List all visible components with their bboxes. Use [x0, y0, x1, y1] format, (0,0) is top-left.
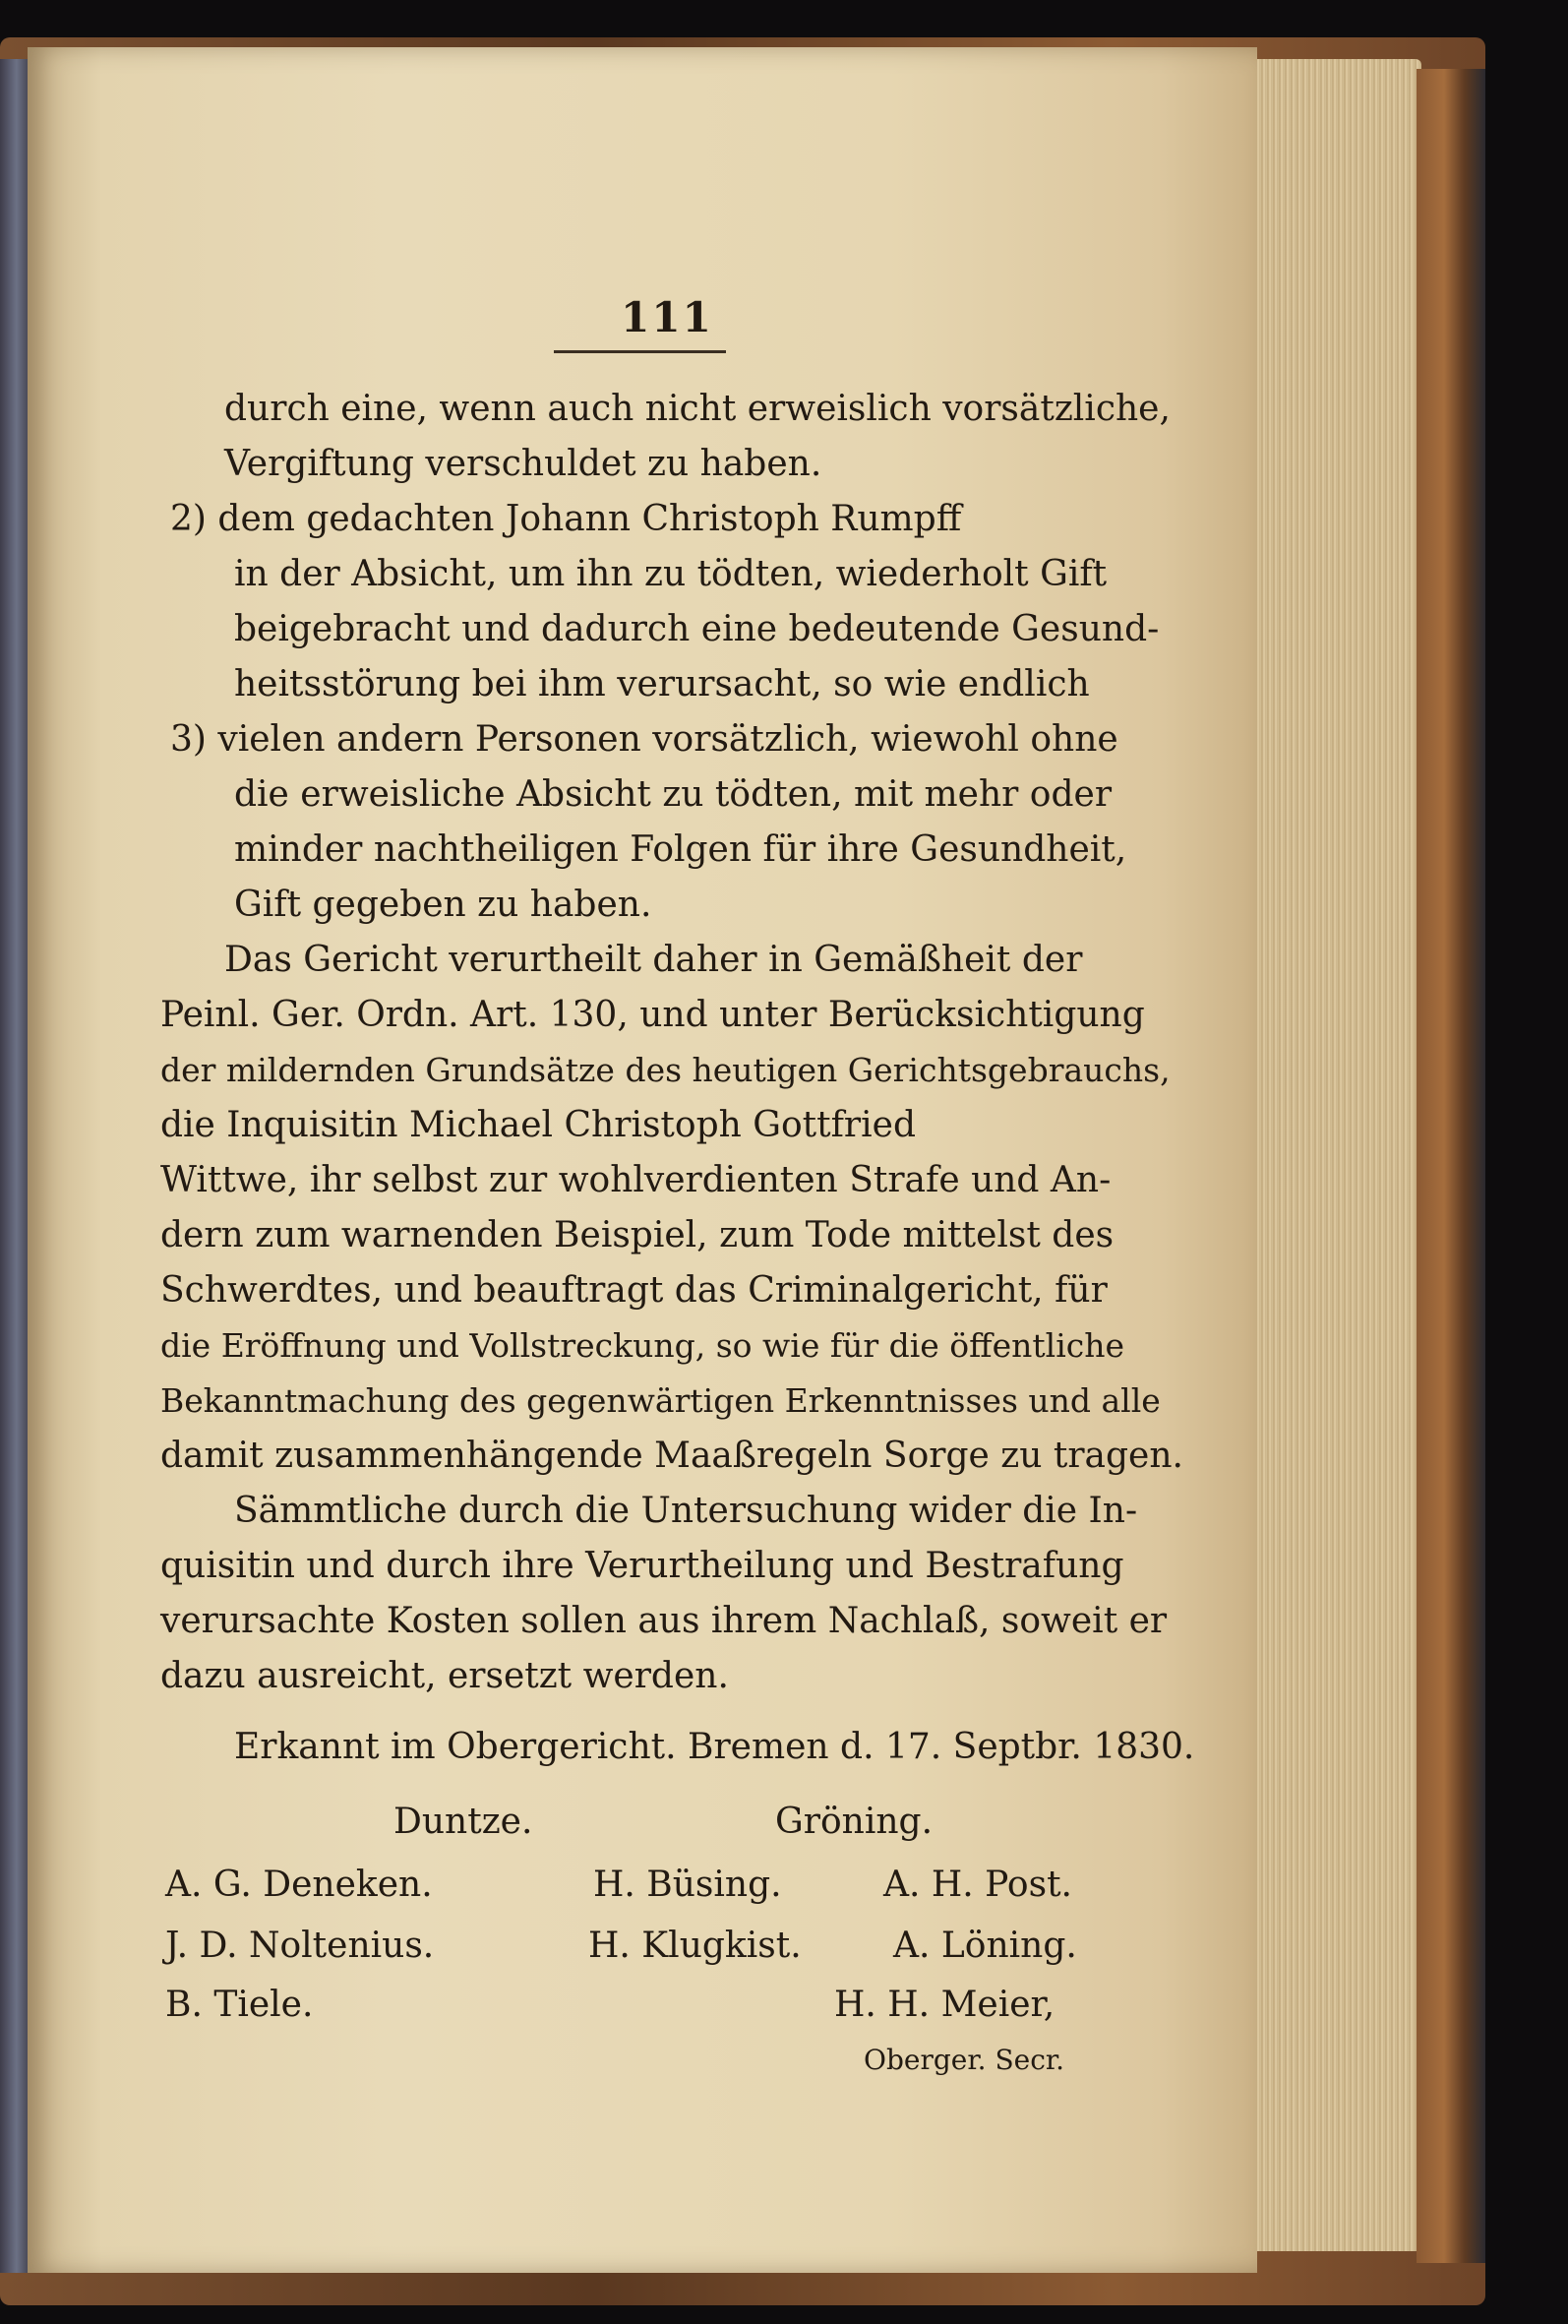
text-line: dern zum warnenden Beispiel, zum Tode mittelst des [160, 1215, 1115, 1255]
signature: Gröning. [775, 1802, 934, 1842]
text-line: die erweisliche Absicht zu tödten, mit mehr oder [234, 774, 1113, 815]
text-line: Peinl. Ger. Ordn. Art. 130, und unter Berücksichtigung [160, 995, 1145, 1035]
text-line: dazu ausreicht, ersetzt werden. [160, 1656, 729, 1696]
signature: H. H. Meier, [834, 1985, 1055, 2025]
text-line: quisitin und durch ihre Verurtheilung und Bestrafung [160, 1546, 1124, 1586]
page-number: 111 [621, 293, 713, 341]
text-line: Wittwe, ihr selbst zur wohlverdienten Strafe und An- [160, 1160, 1112, 1200]
text-line: Das Gericht verurtheilt daher in Gemäßheit der [224, 940, 1083, 980]
text-line: Sämmtliche durch die Untersuchung wider die In- [234, 1491, 1138, 1531]
text-line: damit zusammenhängende Maaßregeln Sorge zu tragen. [160, 1436, 1183, 1476]
signature: J. D. Noltenius. [165, 1926, 435, 1966]
text-line: 3) vielen andern Personen vorsätzlich, wiewohl ohne [170, 719, 1118, 760]
text-line: Erkannt im Obergericht. Bremen d. 17. Septbr. 1830. [234, 1727, 1195, 1767]
text-line: heitsstörung bei ihm verursacht, so wie endlich [234, 664, 1090, 704]
book-spine [1417, 69, 1485, 2263]
text-line: 2) dem gedachten Johann Christoph Rumpff [170, 499, 962, 539]
signature: H. Klugkist. [588, 1926, 802, 1966]
book-page [28, 47, 1257, 2273]
text-line: in der Absicht, um ihn zu tödten, wiederholt Gift [234, 554, 1108, 594]
cover-edge-left [0, 59, 28, 2273]
signature: Duntze. [393, 1802, 533, 1842]
page-edges [1254, 59, 1421, 2251]
signature: B. Tiele. [165, 1985, 314, 2025]
text-line: Schwerdtes, und beauftragt das Criminalgericht, für [160, 1270, 1108, 1311]
signature: A. G. Deneken. [165, 1865, 433, 1905]
signature: A. H. Post. [883, 1865, 1072, 1905]
text-line: die Inquisitin Michael Christoph Gottfried [160, 1105, 917, 1145]
signature: A. Löning. [893, 1926, 1077, 1966]
text-line: Vergiftung verschuldet zu haben. [224, 444, 822, 484]
text-line: beigebracht und dadurch eine bedeutende Gesund- [234, 609, 1160, 649]
text-line: Bekanntmachung des gegenwärtigen Erkenntnisses und alle [160, 1381, 1161, 1420]
text-line: verursachte Kosten sollen aus ihrem Nachlaß, soweit er [160, 1601, 1168, 1641]
text-line: minder nachtheiligen Folgen für ihre Gesundheit, [234, 829, 1127, 870]
text-line: durch eine, wenn auch nicht erweislich vorsätzliche, [224, 389, 1171, 429]
text-line: Gift gegeben zu haben. [234, 885, 652, 925]
text-line: die Eröffnung und Vollstreckung, so wie für die öffentliche [160, 1326, 1125, 1365]
signature: H. Büsing. [593, 1865, 782, 1905]
page-number-rule [554, 350, 726, 353]
text-line: der mildernden Grundsätze des heutigen Gerichtsgebrauchs, [160, 1051, 1171, 1089]
secretary-title: Oberger. Secr. [864, 2044, 1065, 2076]
